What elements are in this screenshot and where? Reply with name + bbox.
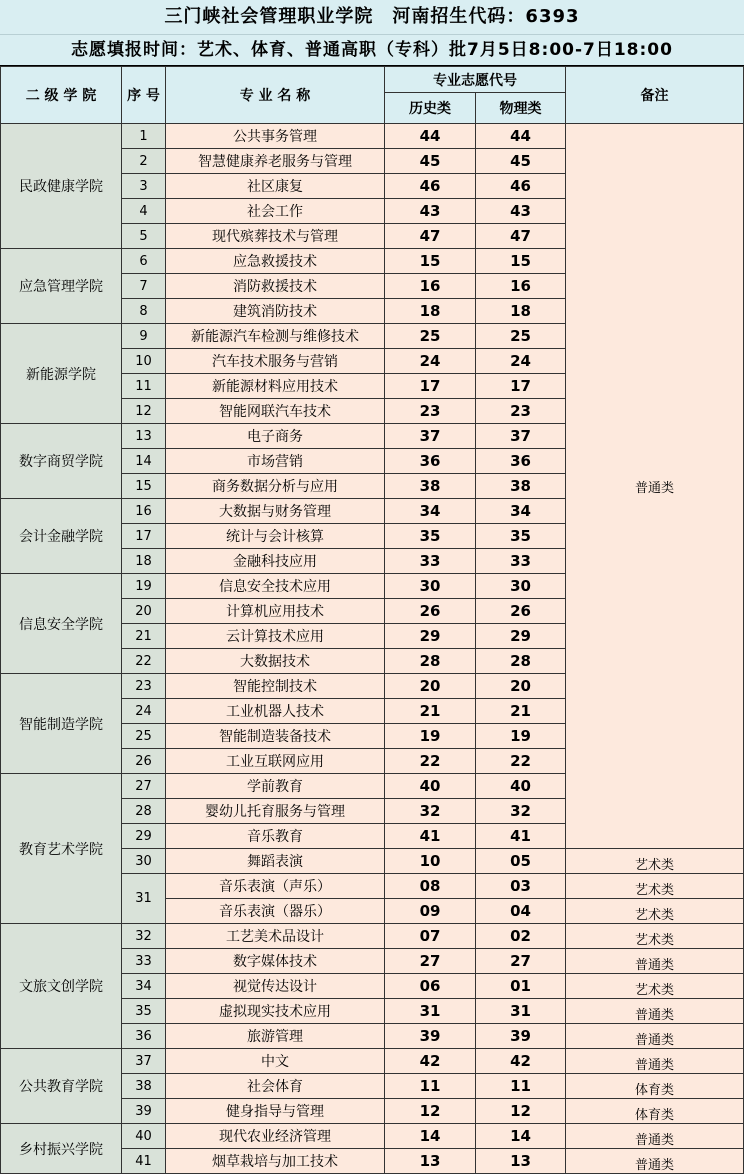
seq-cell: 39 bbox=[122, 1099, 166, 1124]
physics-code-cell: 21 bbox=[476, 699, 566, 724]
history-code-cell: 13 bbox=[385, 1149, 476, 1174]
history-code-cell: 19 bbox=[385, 724, 476, 749]
physics-code-cell: 13 bbox=[476, 1149, 566, 1174]
seq-cell: 6 bbox=[122, 249, 166, 274]
seq-cell: 26 bbox=[122, 749, 166, 774]
history-code-cell: 09 bbox=[385, 899, 476, 924]
major-cell: 烟草栽培与加工技术 bbox=[166, 1149, 385, 1174]
note-cell: 艺术类 bbox=[566, 849, 744, 874]
seq-cell: 7 bbox=[122, 274, 166, 299]
major-cell: 智能网联汽车技术 bbox=[166, 399, 385, 424]
note-cell: 普通类 bbox=[566, 1149, 744, 1174]
physics-code-cell: 20 bbox=[476, 674, 566, 699]
seq-cell: 34 bbox=[122, 974, 166, 999]
physics-code-cell: 18 bbox=[476, 299, 566, 324]
seq-cell: 8 bbox=[122, 299, 166, 324]
note-cell: 普通类 bbox=[566, 1024, 744, 1049]
physics-code-cell: 32 bbox=[476, 799, 566, 824]
table-row bbox=[1, 924, 744, 949]
major-cell: 智能控制技术 bbox=[166, 674, 385, 699]
major-cell: 数字媒体技术 bbox=[166, 949, 385, 974]
major-cell: 新能源材料应用技术 bbox=[166, 374, 385, 399]
header-college: 二 级 学 院 bbox=[1, 67, 122, 124]
header-physics: 物理类 bbox=[476, 93, 566, 124]
physics-code-cell: 14 bbox=[476, 1124, 566, 1149]
physics-code-cell: 26 bbox=[476, 599, 566, 624]
physics-code-cell: 05 bbox=[476, 849, 566, 874]
major-cell: 智能制造装备技术 bbox=[166, 724, 385, 749]
physics-code-cell: 36 bbox=[476, 449, 566, 474]
history-code-cell: 46 bbox=[385, 174, 476, 199]
seq-cell: 9 bbox=[122, 324, 166, 349]
major-cell: 社会工作 bbox=[166, 199, 385, 224]
college-cell: 应急管理学院 bbox=[1, 249, 122, 324]
history-code-cell: 42 bbox=[385, 1049, 476, 1074]
physics-code-cell: 42 bbox=[476, 1049, 566, 1074]
history-code-cell: 39 bbox=[385, 1024, 476, 1049]
seq-cell: 11 bbox=[122, 374, 166, 399]
seq-cell: 1 bbox=[122, 124, 166, 149]
major-cell: 大数据技术 bbox=[166, 649, 385, 674]
physics-code-cell: 38 bbox=[476, 474, 566, 499]
seq-cell: 10 bbox=[122, 349, 166, 374]
history-code-cell: 20 bbox=[385, 674, 476, 699]
seq-cell: 22 bbox=[122, 649, 166, 674]
major-cell: 应急救援技术 bbox=[166, 249, 385, 274]
physics-code-cell: 22 bbox=[476, 749, 566, 774]
college-cell: 智能制造学院 bbox=[1, 674, 122, 774]
physics-code-cell: 01 bbox=[476, 974, 566, 999]
major-cell: 建筑消防技术 bbox=[166, 299, 385, 324]
note-cell: 普通类 bbox=[566, 1124, 744, 1149]
history-code-cell: 21 bbox=[385, 699, 476, 724]
physics-code-cell: 16 bbox=[476, 274, 566, 299]
note-cell: 普通类 bbox=[566, 1049, 744, 1074]
physics-code-cell: 02 bbox=[476, 924, 566, 949]
seq-cell: 36 bbox=[122, 1024, 166, 1049]
table-row bbox=[1, 124, 744, 149]
seq-cell: 35 bbox=[122, 999, 166, 1024]
seq-cell: 19 bbox=[122, 574, 166, 599]
history-code-cell: 18 bbox=[385, 299, 476, 324]
table-body bbox=[1, 124, 744, 1174]
history-code-cell: 07 bbox=[385, 924, 476, 949]
physics-code-cell: 19 bbox=[476, 724, 566, 749]
table-row bbox=[1, 1124, 744, 1149]
header-code-group: 专业志愿代号 bbox=[385, 67, 566, 93]
seq-cell: 23 bbox=[122, 674, 166, 699]
note-cell: 体育类 bbox=[566, 1099, 744, 1124]
major-cell: 社区康复 bbox=[166, 174, 385, 199]
history-code-cell: 33 bbox=[385, 549, 476, 574]
history-code-cell: 36 bbox=[385, 449, 476, 474]
history-code-cell: 40 bbox=[385, 774, 476, 799]
major-cell: 市场营销 bbox=[166, 449, 385, 474]
header-seq: 序 号 bbox=[122, 67, 166, 124]
major-cell: 工业机器人技术 bbox=[166, 699, 385, 724]
physics-code-cell: 28 bbox=[476, 649, 566, 674]
seq-cell: 37 bbox=[122, 1049, 166, 1074]
college-cell: 公共教育学院 bbox=[1, 1049, 122, 1124]
history-code-cell: 35 bbox=[385, 524, 476, 549]
major-cell: 中文 bbox=[166, 1049, 385, 1074]
major-cell: 新能源汽车检测与维修技术 bbox=[166, 324, 385, 349]
major-cell: 音乐表演（器乐） bbox=[166, 899, 385, 924]
seq-cell: 25 bbox=[122, 724, 166, 749]
major-cell: 旅游管理 bbox=[166, 1024, 385, 1049]
history-code-cell: 15 bbox=[385, 249, 476, 274]
college-cell: 文旅文创学院 bbox=[1, 924, 122, 1049]
seq-cell: 17 bbox=[122, 524, 166, 549]
major-cell: 金融科技应用 bbox=[166, 549, 385, 574]
major-cell: 统计与会计核算 bbox=[166, 524, 385, 549]
major-cell: 音乐表演（声乐） bbox=[166, 874, 385, 899]
major-cell: 婴幼儿托育服务与管理 bbox=[166, 799, 385, 824]
header-major: 专 业 名 称 bbox=[166, 67, 385, 124]
history-code-cell: 31 bbox=[385, 999, 476, 1024]
physics-code-cell: 44 bbox=[476, 124, 566, 149]
note-cell: 普通类 bbox=[566, 949, 744, 974]
history-code-cell: 28 bbox=[385, 649, 476, 674]
major-cell: 音乐教育 bbox=[166, 824, 385, 849]
physics-code-cell: 46 bbox=[476, 174, 566, 199]
major-cell: 虚拟现实技术应用 bbox=[166, 999, 385, 1024]
history-code-cell: 11 bbox=[385, 1074, 476, 1099]
seq-cell: 18 bbox=[122, 549, 166, 574]
physics-code-cell: 11 bbox=[476, 1074, 566, 1099]
physics-code-cell: 34 bbox=[476, 499, 566, 524]
college-cell: 信息安全学院 bbox=[1, 574, 122, 674]
physics-code-cell: 12 bbox=[476, 1099, 566, 1124]
major-cell: 计算机应用技术 bbox=[166, 599, 385, 624]
physics-code-cell: 39 bbox=[476, 1024, 566, 1049]
major-cell: 现代殡葬技术与管理 bbox=[166, 224, 385, 249]
physics-code-cell: 35 bbox=[476, 524, 566, 549]
history-code-cell: 41 bbox=[385, 824, 476, 849]
history-code-cell: 44 bbox=[385, 124, 476, 149]
major-cell: 汽车技术服务与营销 bbox=[166, 349, 385, 374]
major-cell: 工业互联网应用 bbox=[166, 749, 385, 774]
major-cell: 舞蹈表演 bbox=[166, 849, 385, 874]
history-code-cell: 29 bbox=[385, 624, 476, 649]
physics-code-cell: 45 bbox=[476, 149, 566, 174]
seq-cell: 30 bbox=[122, 849, 166, 874]
major-cell: 智慧健康养老服务与管理 bbox=[166, 149, 385, 174]
major-cell: 工艺美术品设计 bbox=[166, 924, 385, 949]
major-cell: 电子商务 bbox=[166, 424, 385, 449]
history-code-cell: 23 bbox=[385, 399, 476, 424]
college-cell: 教育艺术学院 bbox=[1, 774, 122, 924]
history-code-cell: 26 bbox=[385, 599, 476, 624]
table-row bbox=[1, 1049, 744, 1074]
page-title: 三门峡社会管理职业学院 河南招生代码：6393 bbox=[0, 0, 744, 35]
college-cell: 乡村振兴学院 bbox=[1, 1124, 122, 1174]
admission-table bbox=[0, 66, 744, 1174]
seq-cell: 15 bbox=[122, 474, 166, 499]
seq-cell: 32 bbox=[122, 924, 166, 949]
page-subtitle: 志愿填报时间：艺术、体育、普通高职（专科）批7月5日8:00-7日18:00 bbox=[71, 40, 673, 60]
physics-code-cell: 17 bbox=[476, 374, 566, 399]
note-cell: 普通类 bbox=[566, 999, 744, 1024]
seq-cell: 4 bbox=[122, 199, 166, 224]
history-code-cell: 43 bbox=[385, 199, 476, 224]
note-cell: 艺术类 bbox=[566, 924, 744, 949]
seq-cell: 21 bbox=[122, 624, 166, 649]
major-cell: 现代农业经济管理 bbox=[166, 1124, 385, 1149]
history-code-cell: 45 bbox=[385, 149, 476, 174]
college-cell: 会计金融学院 bbox=[1, 499, 122, 574]
physics-code-cell: 31 bbox=[476, 999, 566, 1024]
history-code-cell: 38 bbox=[385, 474, 476, 499]
physics-code-cell: 33 bbox=[476, 549, 566, 574]
major-cell: 大数据与财务管理 bbox=[166, 499, 385, 524]
history-code-cell: 24 bbox=[385, 349, 476, 374]
college-cell: 新能源学院 bbox=[1, 324, 122, 424]
history-code-cell: 10 bbox=[385, 849, 476, 874]
title-block bbox=[0, 0, 744, 66]
note-cell: 艺术类 bbox=[566, 874, 744, 899]
seq-cell: 41 bbox=[122, 1149, 166, 1174]
history-code-cell: 08 bbox=[385, 874, 476, 899]
seq-cell: 5 bbox=[122, 224, 166, 249]
note-cell: 艺术类 bbox=[566, 974, 744, 999]
physics-code-cell: 41 bbox=[476, 824, 566, 849]
college-cell: 民政健康学院 bbox=[1, 124, 122, 249]
seq-cell: 28 bbox=[122, 799, 166, 824]
major-cell: 云计算技术应用 bbox=[166, 624, 385, 649]
history-code-cell: 16 bbox=[385, 274, 476, 299]
major-cell: 公共事务管理 bbox=[166, 124, 385, 149]
major-cell: 信息安全技术应用 bbox=[166, 574, 385, 599]
physics-code-cell: 30 bbox=[476, 574, 566, 599]
seq-cell: 29 bbox=[122, 824, 166, 849]
physics-code-cell: 23 bbox=[476, 399, 566, 424]
seq-cell: 16 bbox=[122, 499, 166, 524]
history-code-cell: 32 bbox=[385, 799, 476, 824]
history-code-cell: 37 bbox=[385, 424, 476, 449]
seq-cell: 2 bbox=[122, 149, 166, 174]
note-cell: 艺术类 bbox=[566, 899, 744, 924]
physics-code-cell: 03 bbox=[476, 874, 566, 899]
history-code-cell: 22 bbox=[385, 749, 476, 774]
history-code-cell: 12 bbox=[385, 1099, 476, 1124]
history-code-cell: 17 bbox=[385, 374, 476, 399]
physics-code-cell: 47 bbox=[476, 224, 566, 249]
seq-cell: 24 bbox=[122, 699, 166, 724]
major-cell: 社会体育 bbox=[166, 1074, 385, 1099]
seq-cell: 13 bbox=[122, 424, 166, 449]
physics-code-cell: 15 bbox=[476, 249, 566, 274]
header-history: 历史类 bbox=[385, 93, 476, 124]
seq-cell: 31 bbox=[122, 874, 166, 924]
physics-code-cell: 24 bbox=[476, 349, 566, 374]
seq-cell: 3 bbox=[122, 174, 166, 199]
seq-cell: 40 bbox=[122, 1124, 166, 1149]
history-code-cell: 14 bbox=[385, 1124, 476, 1149]
history-code-cell: 27 bbox=[385, 949, 476, 974]
seq-cell: 38 bbox=[122, 1074, 166, 1099]
physics-code-cell: 40 bbox=[476, 774, 566, 799]
physics-code-cell: 25 bbox=[476, 324, 566, 349]
major-cell: 学前教育 bbox=[166, 774, 385, 799]
merged-note-cell: 普通类 bbox=[566, 124, 744, 849]
college-cell: 数字商贸学院 bbox=[1, 424, 122, 499]
major-cell: 视觉传达设计 bbox=[166, 974, 385, 999]
seq-cell: 27 bbox=[122, 774, 166, 799]
note-cell: 体育类 bbox=[566, 1074, 744, 1099]
history-code-cell: 06 bbox=[385, 974, 476, 999]
history-code-cell: 25 bbox=[385, 324, 476, 349]
history-code-cell: 34 bbox=[385, 499, 476, 524]
seq-cell: 20 bbox=[122, 599, 166, 624]
major-cell: 消防救援技术 bbox=[166, 274, 385, 299]
seq-cell: 33 bbox=[122, 949, 166, 974]
major-cell: 商务数据分析与应用 bbox=[166, 474, 385, 499]
physics-code-cell: 29 bbox=[476, 624, 566, 649]
history-code-cell: 30 bbox=[385, 574, 476, 599]
physics-code-cell: 43 bbox=[476, 199, 566, 224]
physics-code-cell: 04 bbox=[476, 899, 566, 924]
major-cell: 健身指导与管理 bbox=[166, 1099, 385, 1124]
physics-code-cell: 27 bbox=[476, 949, 566, 974]
seq-cell: 12 bbox=[122, 399, 166, 424]
seq-cell: 14 bbox=[122, 449, 166, 474]
physics-code-cell: 37 bbox=[476, 424, 566, 449]
header-note: 备注 bbox=[566, 67, 744, 124]
history-code-cell: 47 bbox=[385, 224, 476, 249]
table-header bbox=[1, 67, 744, 124]
